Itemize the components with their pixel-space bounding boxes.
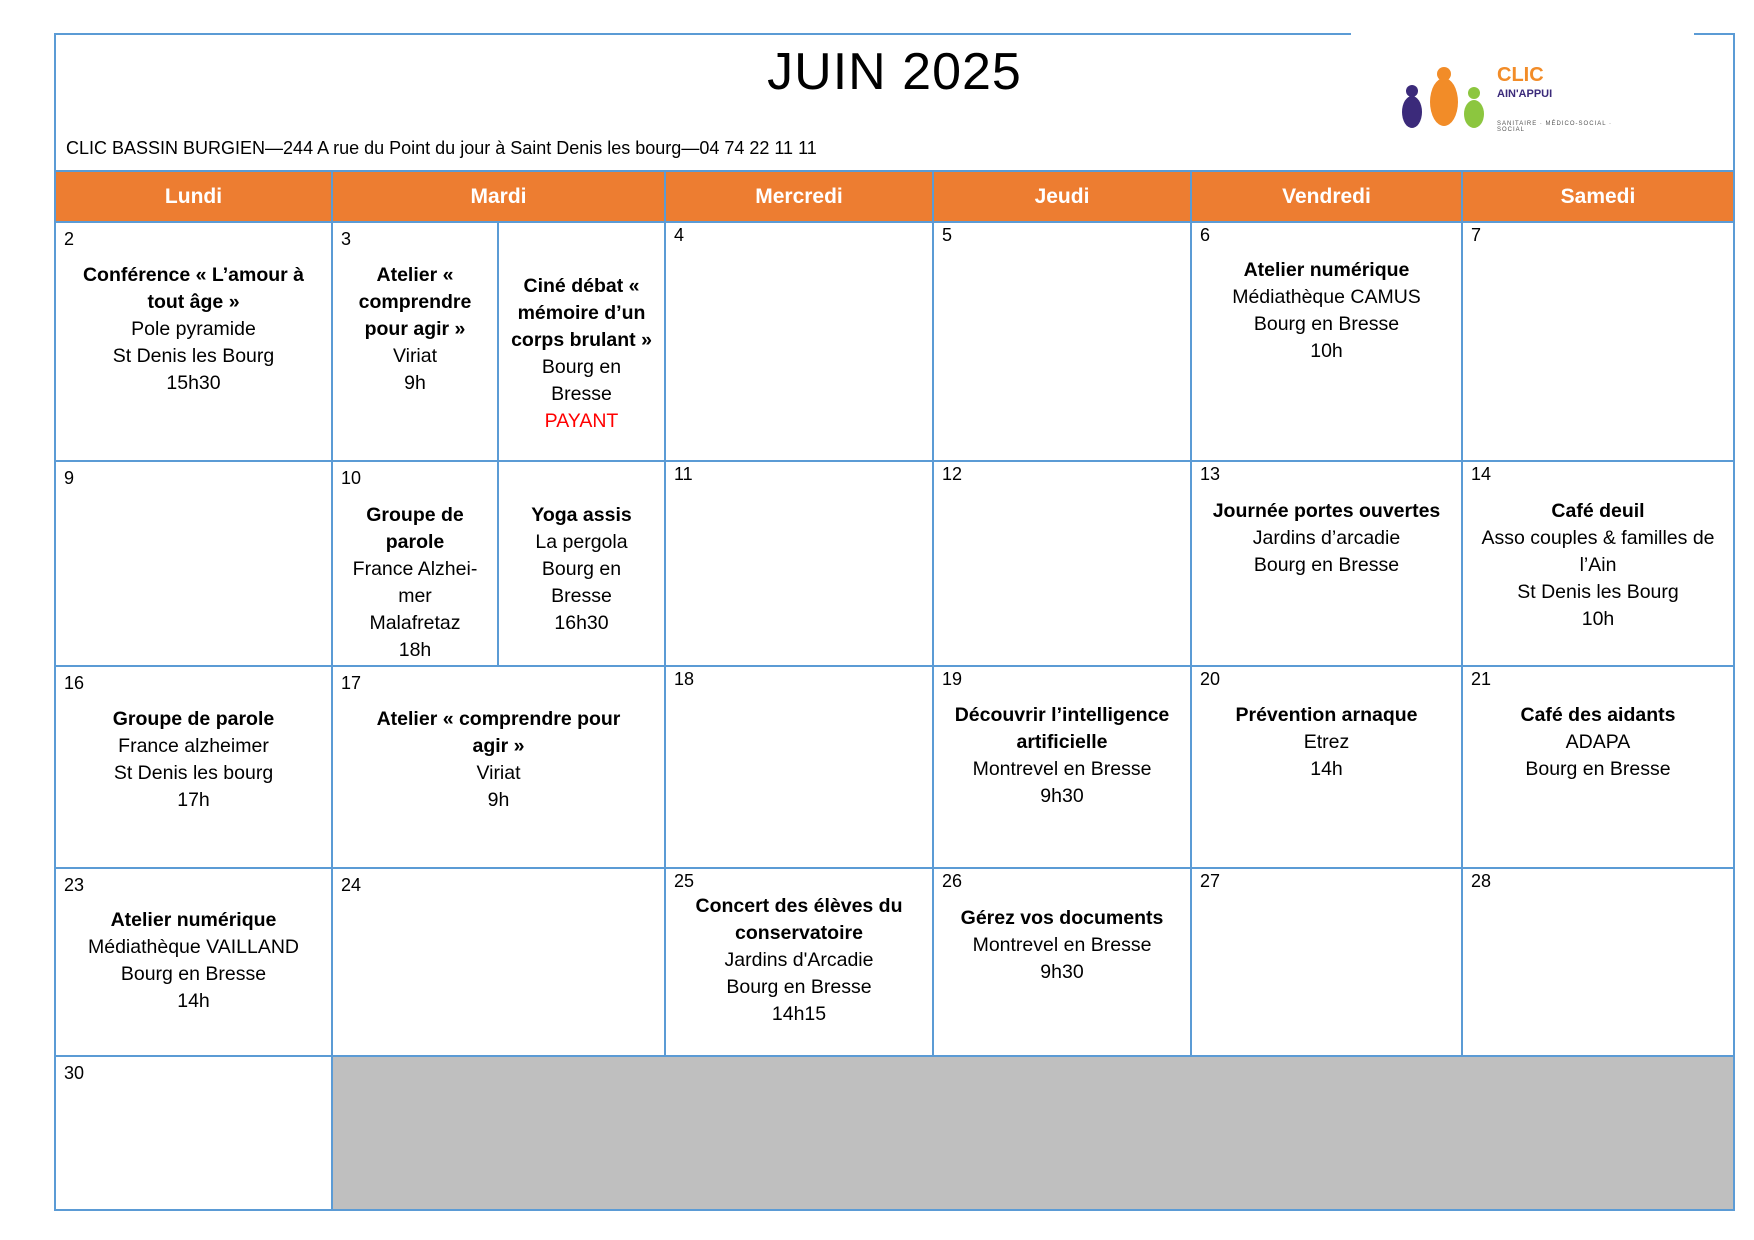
- day-number: 17: [341, 673, 362, 693]
- event-time: 9h30: [1040, 961, 1084, 983]
- day-cell-5[interactable]: [934, 223, 1192, 462]
- event-organizer: Asso couples & familles de l’Ain: [1481, 527, 1715, 576]
- day-number: 11: [674, 464, 693, 484]
- event-time: 14h15: [771, 1003, 827, 1025]
- event-town: Bourg en Bresse: [541, 356, 622, 405]
- event-time: 18h: [398, 639, 432, 661]
- day-cell-4[interactable]: [666, 223, 934, 462]
- day-cell-12[interactable]: [934, 462, 1192, 667]
- day-number: 5: [942, 225, 953, 245]
- header-vendredi: Vendredi: [1192, 172, 1461, 221]
- event-town: Bourg en Bresse: [1253, 313, 1400, 335]
- day-cell-24[interactable]: [333, 869, 666, 1057]
- day-number: 4: [674, 225, 685, 245]
- hdr-sep-4: [1190, 172, 1192, 221]
- event-organizer: France Alzhei-mer: [352, 558, 478, 607]
- event-place: Pole pyramide: [131, 318, 256, 340]
- event: [934, 702, 1190, 810]
- event: [934, 905, 1190, 986]
- event-town: Malafretaz: [369, 612, 461, 634]
- day-number: 2: [64, 229, 75, 249]
- day-number: 30: [64, 1063, 85, 1083]
- event-place: Médiathèque VAILLAND: [87, 936, 299, 958]
- event-place: Jardins d’arcadie: [1252, 527, 1401, 549]
- event-town: Bourg en Bresse: [120, 963, 267, 985]
- event-title: Yoga assis: [531, 504, 632, 526]
- event: [1192, 702, 1461, 783]
- event: [333, 262, 497, 397]
- event-town: Bourg en Bresse: [726, 976, 872, 998]
- event: [333, 706, 664, 814]
- day-cell-20[interactable]: [1192, 667, 1463, 869]
- day-cell-7[interactable]: [1463, 223, 1735, 462]
- day-number: 26: [942, 871, 963, 891]
- event-title: Groupe de parole: [366, 504, 464, 553]
- day-cell-17[interactable]: [333, 667, 666, 869]
- day-number: 10: [341, 468, 362, 488]
- day-number: 20: [1200, 669, 1221, 689]
- event-town: Bourg en Bresse: [541, 558, 622, 607]
- event-time: 15h30: [166, 372, 221, 394]
- event-title: Journée portes ouvertes: [1212, 500, 1441, 522]
- day-number: 25: [674, 871, 695, 891]
- day-number: 24: [341, 875, 362, 895]
- day-cell-27[interactable]: [1192, 869, 1463, 1057]
- event: [499, 273, 664, 435]
- event-time: 9h: [487, 789, 510, 811]
- day-cell-10b[interactable]: [499, 462, 666, 667]
- event-town: Viriat: [476, 762, 521, 784]
- day-cell-9[interactable]: [56, 462, 333, 667]
- day-number: 14: [1471, 464, 1492, 484]
- event-title: Concert des élèves du conservatoire: [695, 895, 903, 944]
- day-cell-3a[interactable]: [333, 223, 499, 462]
- event-time: 16h30: [554, 612, 609, 634]
- event: [56, 262, 331, 397]
- day-cell-28[interactable]: [1463, 869, 1735, 1057]
- event-title: Atelier « comprendre pour agir »: [358, 264, 472, 340]
- event: [1463, 498, 1733, 633]
- event-town: Montrevel en Bresse: [972, 934, 1152, 956]
- day-number: 23: [64, 875, 85, 895]
- event: [56, 907, 331, 1015]
- logo-tagline: SANITAIRE · MÉDICO-SOCIAL · SOCIAL: [1497, 121, 1613, 133]
- event-paid-note: PAYANT: [544, 410, 619, 432]
- event-town: Bourg en Bresse: [1525, 758, 1671, 780]
- hdr-sep-3: [932, 172, 934, 221]
- day-cell-14[interactable]: [1463, 462, 1735, 667]
- event-town: Viriat: [392, 345, 438, 367]
- day-number: 3: [341, 229, 352, 249]
- day-cell-16[interactable]: [56, 667, 333, 869]
- event-place: Jardins d'Arcadie: [724, 949, 874, 971]
- header-mercredi: Mercredi: [666, 172, 932, 221]
- event: [499, 502, 664, 637]
- event: [1192, 257, 1461, 365]
- page-title: JUIN 2025: [767, 43, 1022, 101]
- event-title: Conférence « L’amour à tout âge »: [82, 264, 305, 313]
- day-number: 21: [1471, 669, 1492, 689]
- event-town: St Denis les Bourg: [1517, 581, 1679, 603]
- day-cell-21[interactable]: [1463, 667, 1735, 869]
- event-town: Etrez: [1303, 731, 1350, 753]
- event-title: Ciné débat « mémoire d’un corps brulant »: [511, 275, 652, 351]
- day-number: 27: [1200, 871, 1221, 891]
- day-cell-30[interactable]: [56, 1057, 333, 1211]
- event-title: Gérez vos documents: [960, 907, 1164, 929]
- day-number: 19: [942, 669, 963, 689]
- hdr-sep-1: [331, 172, 333, 221]
- event-title: Prévention arnaque: [1235, 704, 1418, 726]
- day-cell-11[interactable]: [666, 462, 934, 667]
- event-town: St Denis les bourg: [113, 762, 274, 784]
- address-line: CLIC BASSIN BURGIEN—244 A rue du Point du jour à Saint Denis les bourg—04 74 22 11 11: [66, 138, 817, 158]
- event-time: 9h30: [1040, 785, 1084, 807]
- day-number: 7: [1471, 225, 1482, 245]
- event-place: La pergola: [535, 531, 628, 553]
- day-cell-23[interactable]: [56, 869, 333, 1057]
- day-number: 28: [1471, 871, 1492, 891]
- day-cell-26[interactable]: [934, 869, 1192, 1057]
- event-town: Montrevel en Bresse: [972, 758, 1152, 780]
- day-cell-13[interactable]: [1192, 462, 1463, 667]
- event-place: Médiathèque CAMUS: [1232, 286, 1421, 308]
- day-number: 6: [1200, 225, 1211, 245]
- header-mardi: Mardi: [333, 172, 664, 221]
- event-title: Atelier numérique: [110, 909, 277, 931]
- day-cell-3b[interactable]: [499, 223, 666, 462]
- logo-brand: CLIC: [1497, 64, 1544, 86]
- day-cell-25[interactable]: [666, 869, 934, 1057]
- event: [666, 893, 932, 1028]
- day-number: 9: [64, 468, 75, 488]
- event: [1192, 498, 1461, 579]
- day-number: 16: [64, 673, 85, 693]
- hdr-sep-5: [1461, 172, 1463, 221]
- day-number: 12: [942, 464, 963, 484]
- event-title: Café des aidants: [1520, 704, 1676, 726]
- event-time: 14h: [1310, 758, 1343, 780]
- event-time: 9h: [404, 372, 426, 394]
- event-town: Bourg en Bresse: [1253, 554, 1400, 576]
- event: [333, 502, 497, 664]
- day-cell-6[interactable]: [1192, 223, 1463, 462]
- day-cell-10a[interactable]: [333, 462, 499, 667]
- day-cell-18[interactable]: [666, 667, 934, 869]
- event-title: Groupe de parole: [112, 708, 275, 730]
- event-organizer: ADAPA: [1565, 731, 1631, 753]
- day-cell-2[interactable]: [56, 223, 333, 462]
- day-number: 13: [1200, 464, 1221, 484]
- event-title: Café deuil: [1551, 500, 1645, 522]
- event-time: 10h: [1581, 608, 1615, 630]
- event-title: Atelier numérique: [1243, 259, 1410, 281]
- hdr-sep-2: [664, 172, 666, 221]
- header-jeudi: Jeudi: [934, 172, 1190, 221]
- event: [56, 706, 331, 814]
- event-town: St Denis les Bourg: [112, 345, 275, 367]
- event-time: 10h: [1310, 340, 1343, 362]
- event-title: Atelier « comprendre pour agir »: [376, 708, 621, 757]
- event-time: 17h: [177, 789, 210, 811]
- logo-subbrand: AIN'APPUI: [1497, 88, 1553, 100]
- event-title: Découvrir l’intelligence artificielle: [954, 704, 1170, 753]
- event-time: 14h: [177, 990, 210, 1012]
- event-organizer: France alzheimer: [118, 735, 269, 757]
- header-samedi: Samedi: [1463, 172, 1733, 221]
- header-lundi: Lundi: [56, 172, 331, 221]
- empty-days-block: [333, 1057, 1735, 1211]
- header-top-line: [54, 170, 1735, 172]
- day-cell-19[interactable]: [934, 667, 1192, 869]
- day-number: 18: [674, 669, 695, 689]
- event: [1463, 702, 1733, 783]
